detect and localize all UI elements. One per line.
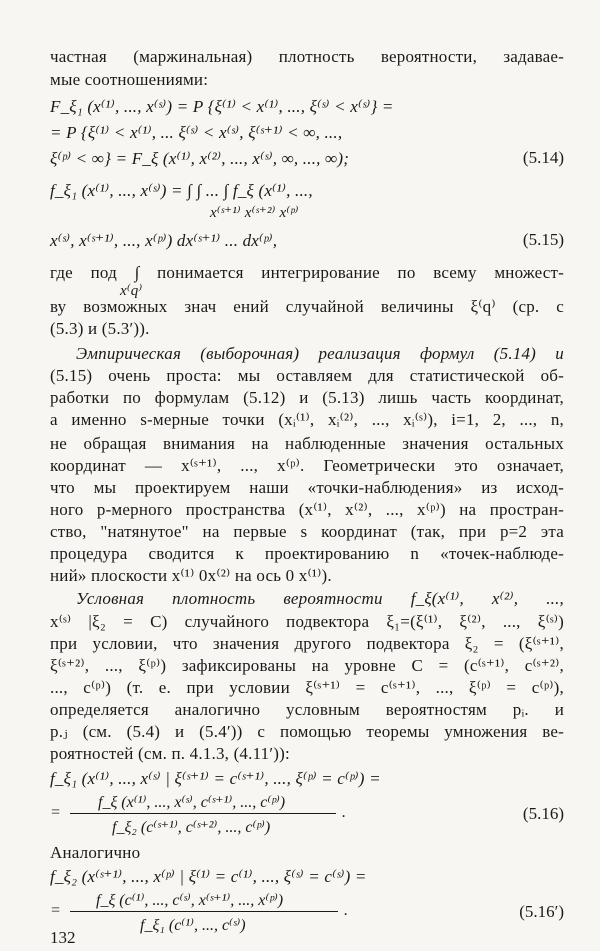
text-line: частная (маржинальная) плотность вероятности, задавае- [50, 47, 564, 66]
fraction-numerator: f_ξ (x⁽¹⁾, ..., x⁽ˢ⁾, c⁽ˢ⁺¹⁾, ..., c⁽ᵖ⁾) [98, 794, 286, 811]
text-line: определяется аналогично условным вероятностям pᵢ. и [50, 700, 564, 719]
text-line: ву возможных знач ений случайной величины ξ⁽q⁾ (ср. с [50, 297, 564, 316]
fraction-equals: = [50, 902, 61, 919]
fraction-numerator: f_ξ (c⁽¹⁾, ..., c⁽ˢ⁾, x⁽ˢ⁺¹⁾, ..., x⁽ᵖ⁾) [96, 892, 284, 909]
text-line: Условная плотность вероятности f_ξ(x⁽¹⁾, x⁽²⁾, ..., [76, 589, 564, 608]
formula-line: ξ⁽ᵖ⁾ < ∞} = F_ξ (x⁽¹⁾, x⁽²⁾, ..., x⁽ˢ⁾, ∞, ..., ∞); [50, 149, 350, 168]
text-line: процедура сводится к проектированию n «точек-наблюде- [50, 544, 564, 563]
text-line: Аналогично [50, 843, 141, 862]
text-line: роятностей (см. п. 4.1.3, (4.11′)): [50, 744, 290, 763]
text-line: ство, "натянутое" на первые s координат (так, при p=2 эта [50, 522, 564, 541]
fraction-denominator: f_ξ₂ (c⁽ˢ⁺¹⁾, c⁽ˢ⁺²⁾, ..., c⁽ᵖ⁾) [112, 819, 271, 836]
text-line: работки по формулам (5.12) и (5.13) лишь часть координат, [50, 388, 564, 407]
fraction-equals: = [50, 804, 61, 821]
page-number: 132 [50, 928, 76, 947]
formula-line: = P {ξ⁽¹⁾ < x⁽¹⁾, ... ξ⁽ˢ⁾ < x⁽ˢ⁾, ξ⁽ˢ⁺¹⁾ < ∞, ..., [50, 123, 343, 142]
text-line: (5.3) и (5.3′)). [50, 319, 150, 338]
equation-number: (5.15) [522, 230, 564, 249]
fraction-tail: . [342, 804, 346, 821]
text-line: ..., c⁽ᵖ⁾) (т. е. при условии ξ⁽ˢ⁺¹⁾ = c⁽ˢ⁺¹⁾, ..., ξ⁽ᵖ⁾ = c⁽ᵖ⁾), [50, 678, 564, 697]
text-line: (5.15) очень проста: мы оставляем для статистической об- [50, 366, 564, 385]
formula-line: x⁽ˢ⁾, x⁽ˢ⁺¹⁾, ..., x⁽ᵖ⁾) dx⁽ˢ⁺¹⁾ ... dx⁽ᵖ⁾, [50, 231, 278, 250]
formula-line: f_ξ₁ (x⁽¹⁾, ..., x⁽ˢ⁾) = ∫ ∫ ... ∫ f_ξ (x⁽¹⁾, ..., [50, 181, 313, 200]
text-line: Эмпирическая (выборочная) реализация формул (5.14) и [76, 344, 564, 363]
formula-line: f_ξ₁ (x⁽¹⁾, ..., x⁽ˢ⁾ | ξ⁽ˢ⁺¹⁾ = c⁽ˢ⁺¹⁾, ..., ξ⁽ᵖ⁾ = c⁽ᵖ⁾) = [50, 769, 381, 788]
text-line: где под ∫ понимается интегрирование по всему множест- [50, 263, 564, 282]
text-line: не обращая внимания на наблюденные значения остальных [50, 434, 564, 453]
fraction-denominator: f_ξ₁ (c⁽¹⁾, ..., c⁽ˢ⁾) [140, 917, 246, 934]
formula-line: F_ξ₁ (x⁽¹⁾, ..., x⁽ˢ⁾) = P {ξ⁽¹⁾ < x⁽¹⁾, ..., ξ⁽ˢ⁾ < x⁽ˢ⁾} = [50, 97, 394, 116]
equation-number: (5.16′) [519, 902, 564, 921]
integral-limits: x⁽ˢ⁺¹⁾ x⁽ˢ⁺²⁾ x⁽ᵖ⁾ [210, 205, 299, 221]
text-line: мые соотношениями: [50, 70, 209, 89]
fraction-tail: . [344, 902, 348, 919]
integral-subscript: x⁽q⁾ [120, 283, 143, 299]
text-line: ний» плоскости x⁽¹⁾ 0x⁽²⁾ на ось 0 x⁽¹⁾). [50, 566, 332, 585]
fraction-bar [70, 813, 336, 814]
formula-line: f_ξ₂ (x⁽ˢ⁺¹⁾, ..., x⁽ᵖ⁾ | ξ⁽¹⁾ = c⁽¹⁾, ..., ξ⁽ˢ⁾ = c⁽ˢ⁾) = [50, 867, 367, 886]
text-line: а именно s-мерные точки (xᵢ⁽¹⁾, xᵢ⁽²⁾, ..., xᵢ⁽ˢ⁾), i=1, 2, ..., n, [50, 410, 564, 429]
text-line: x⁽ˢ⁾ |ξ₂ = C) случайного подвектора ξ₁=(ξ⁽¹⁾, ξ⁽²⁾, ..., ξ⁽ˢ⁾) [50, 612, 564, 631]
text-line: ного p-мерного пространства (x⁽¹⁾, x⁽²⁾, ..., x⁽ᵖ⁾) на простран- [50, 500, 564, 519]
equation-number: (5.14) [522, 148, 564, 167]
text-line: при условии, что значения другого подвектора ξ₂ = (ξ⁽ˢ⁺¹⁾, [50, 634, 564, 653]
text-line: p.ⱼ (см. (5.4) и (5.4′)) с помощью теоремы умножения ве- [50, 722, 564, 741]
equation-number: (5.16) [522, 804, 564, 823]
text-line: координат — x⁽ˢ⁺¹⁾, ..., x⁽ᵖ⁾. Геометрически это означает, [50, 456, 564, 475]
text-line: что мы проектируем наши «точки-наблюдения» из исход- [50, 478, 564, 497]
fraction-bar [70, 911, 338, 912]
text-line: ξ⁽ˢ⁺²⁾, ..., ξ⁽ᵖ⁾) зафиксированы на уровне C = (c⁽ˢ⁺¹⁾, c⁽ˢ⁺²⁾, [50, 656, 564, 675]
